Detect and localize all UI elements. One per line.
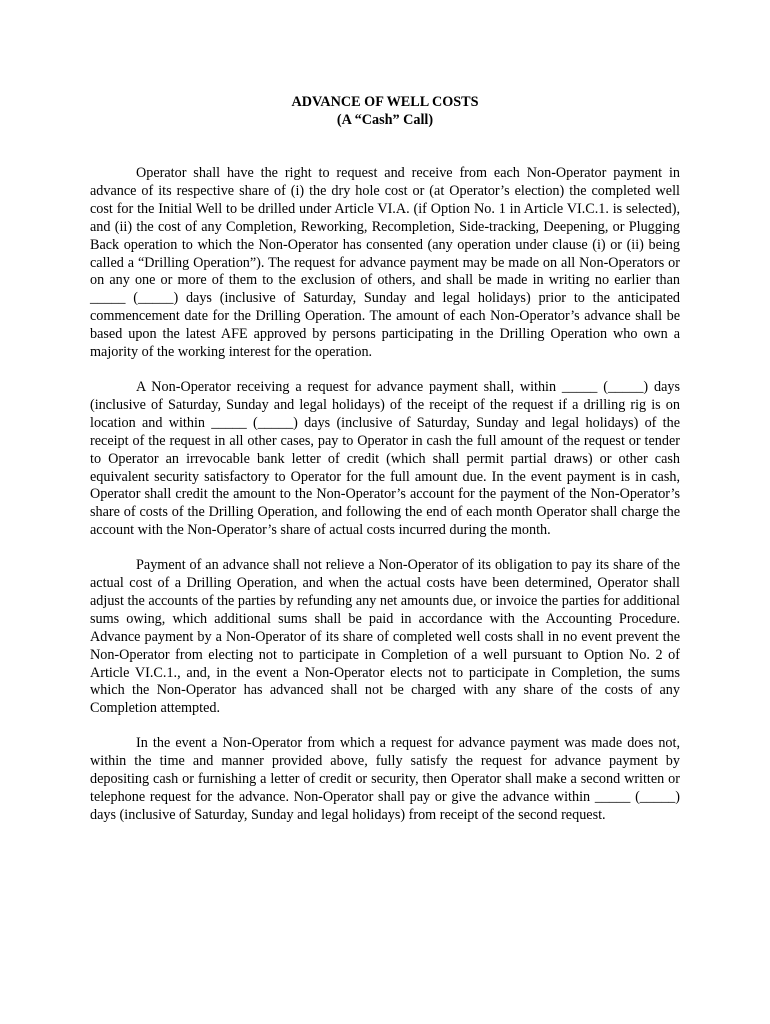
paragraph-payment-terms: A Non-Operator receiving a request for advance payment shall, within _____ (_____) days (inclusive of Saturday, Sunday and legal holidays) of the receipt of the request if a drilling rig is on location and within _____ (_____) days (inclusive of Saturday, Sunday and legal holidays) of the receipt of the request in all other cases, pay to Operator in cash the full amount of the request or tender to Operator an irrevocable bank letter of credit (which shall permit partial draws) or other cash equivalent security satisfactory to Operator for the full amount due. In the event payment is in cash, Operator shall credit the amount to the Non-Operator’s account for the payment of the Non-Operator’s share of costs of the Drilling Operation, and following the end of each month Operator shall charge the account with the Non-Operator’s share of actual costs incurred during the month. bbox=[90, 378, 680, 539]
paragraph-right-to-request: Operator shall have the right to request and receive from each Non-Operator payment in advance of its respective share of (i) the dry hole cost or (at Operator’s election) the completed well cost for the Initial Well to be drilled under Article VI.A. (if Option No. 1 in Article VI.C.1. is selected), and (ii) the cost of any Completion, Reworking, Recompletion, Side-tracking, Deepening, or Plugging Back operation to which the Non-Operator has consented (any operation under clause (i) or (ii) being called a “Drilling Operation”). The request for advance payment may be made on all Non-Operators or on any one or more of them to the exclusion of others, and shall be made in writing no earlier than _____ (_____) days (inclusive of Saturday, Sunday and legal holidays) prior to the anticipated commencement date for the Drilling Operation. The amount of each Non-Operator’s advance shall be based upon the latest AFE approved by persons participating in the Drilling Operation who own a majority of the working interest for the operation. bbox=[90, 165, 680, 361]
document-heading bbox=[90, 94, 680, 129]
paragraph-adjustment-of-accounts: Payment of an advance shall not relieve a Non-Operator of its obligation to pay its share of the actual cost of a Drilling Operation, and when the actual costs have been determined, Operator shall adjust the accounts of the parties by refunding any net amounts due, or invoice the parties for additional sums owing, which additional sums shall be paid in accordance with the Accounting Procedure. Advance payment by a Non-Operator of its share of completed well costs shall in no event prevent the Non-Operator from electing not to participate in Completion of a well pursuant to Option No. 2 of Article VI.C.1., and, in the event a Non-Operator elects not to participate in Completion, the sums which the Non-Operator has advanced shall not be charged with any share of the costs of any Completion attempted. bbox=[90, 557, 680, 717]
paragraph-second-request: In the event a Non-Operator from which a request for advance payment was made does not, within the time and manner provided above, fully satisfy the request for advance payment by depositing cash or furnishing a letter of credit or security, then Operator shall make a second written or telephone request for the advance. Non-Operator shall pay or give the advance within _____ (_____) days (inclusive of Saturday, Sunday and legal holidays) from receipt of the second request. bbox=[90, 735, 680, 823]
document-subtitle: (A “Cash” Call) bbox=[336, 111, 434, 128]
document-page bbox=[90, 94, 680, 825]
document-title: ADVANCE OF WELL COSTS bbox=[291, 94, 479, 110]
